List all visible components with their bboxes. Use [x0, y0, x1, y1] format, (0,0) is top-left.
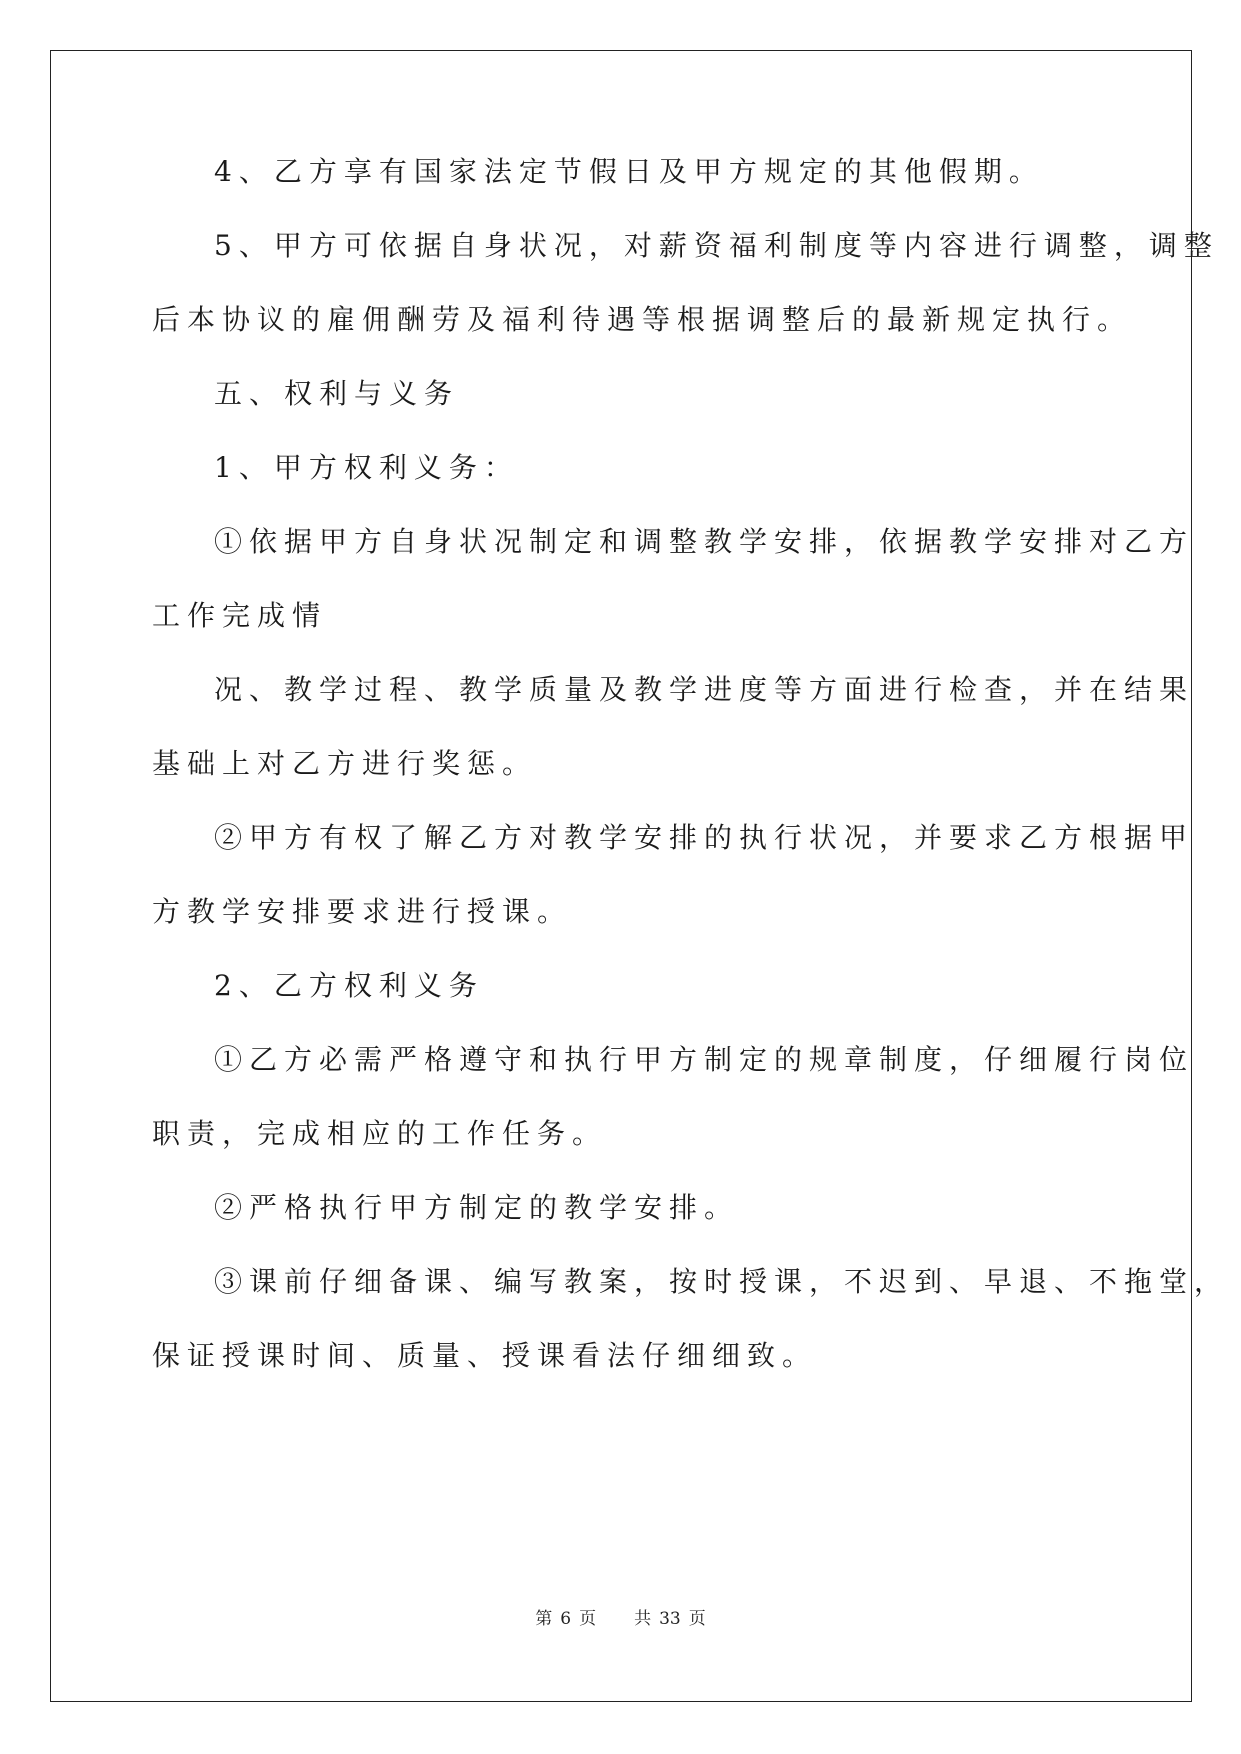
- subheading-party-a: 1、甲方权利义务：: [214, 451, 519, 484]
- section-heading-rights: 五、权利与义务: [214, 377, 460, 410]
- page-border: [50, 50, 1195, 1702]
- paragraph-salary-adjust-2: 后本协议的雇佣酬劳及福利待遇等根据调整后的最新规定执行。: [152, 303, 1133, 336]
- subheading-party-b: 2、乙方权利义务: [214, 969, 484, 1002]
- page-footer: [0, 1607, 1241, 1631]
- paragraph-a2-line1: ②甲方有权了解乙方对教学安排的执行状况，并要求乙方根据甲: [214, 821, 1195, 854]
- paragraph-b1-line2: 职责，完成相应的工作任务。: [152, 1117, 608, 1150]
- paragraph-a1-line2: 工作完成情: [152, 599, 328, 632]
- paragraph-b2: ②严格执行甲方制定的教学安排。: [214, 1191, 740, 1224]
- paragraph-b3-line1: ③课前仔细备课、编写教案，按时授课，不迟到、早退、不拖堂，: [214, 1265, 1230, 1298]
- paragraph-a1-line4: 基础上对乙方进行奖惩。: [152, 747, 538, 780]
- paragraph-b3-line2: 保证授课时间、质量、授课看法仔细细致。: [152, 1339, 818, 1372]
- total-pages-label: 共 33 页: [634, 1609, 706, 1629]
- paragraph-a1-line1: ①依据甲方自身状况制定和调整教学安排，依据教学安排对乙方: [214, 525, 1195, 558]
- paragraph-a1-line3: 况、教学过程、教学质量及教学进度等方面进行检查，并在结果: [214, 673, 1195, 706]
- paragraph-salary-adjust-1: 5、甲方可依据自身状况，对薪资福利制度等内容进行调整，调整: [214, 229, 1219, 262]
- page-number-label: 第 6 页: [535, 1609, 597, 1629]
- paragraph-holiday: 4、乙方享有国家法定节假日及甲方规定的其他假期。: [214, 155, 1044, 188]
- paragraph-a2-line2: 方教学安排要求进行授课。: [152, 895, 573, 928]
- paragraph-b1-line1: ①乙方必需严格遵守和执行甲方制定的规章制度，仔细履行岗位: [214, 1043, 1195, 1076]
